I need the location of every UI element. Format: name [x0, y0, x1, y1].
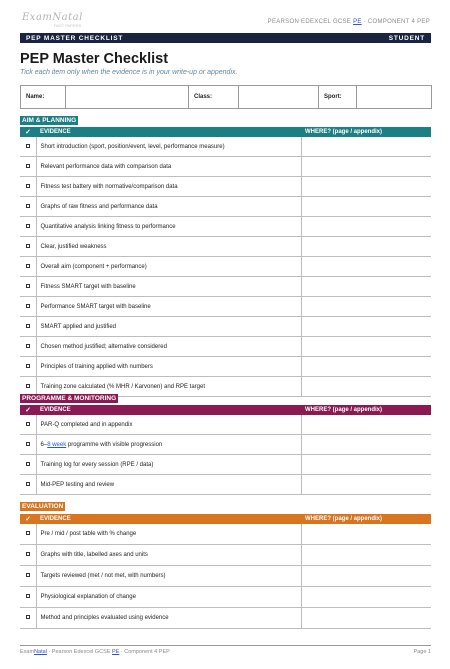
where-field[interactable] [301, 455, 431, 475]
evidence-text: Fitness test battery with normative/comparison data [36, 177, 301, 197]
where-column-header: WHERE? (page / appendix) [301, 127, 431, 137]
where-field[interactable] [301, 197, 431, 217]
evidence-column-header: EVIDENCE [36, 127, 301, 137]
evidence-text: Short introduction (sport, position/event, level, performance measure) [36, 137, 301, 157]
checkbox-icon[interactable] [26, 552, 30, 556]
checkbox-icon[interactable] [26, 531, 30, 535]
checkbox-cell[interactable] [20, 177, 36, 197]
where-field[interactable] [301, 217, 431, 237]
name-field[interactable] [66, 86, 189, 109]
checklist-row [20, 587, 431, 608]
checklist-row [20, 545, 431, 566]
where-field[interactable] [301, 587, 431, 608]
checklist-row [20, 277, 431, 297]
section-table-aim [20, 127, 431, 397]
evidence-text: Clear, justified weakness [36, 237, 301, 257]
checkbox-cell[interactable] [20, 137, 36, 157]
where-field[interactable] [301, 177, 431, 197]
checkbox-icon[interactable] [26, 615, 30, 619]
checkbox-cell[interactable] [20, 475, 36, 495]
evidence-column-header: EVIDENCE [36, 514, 301, 524]
evidence-text: PAR-Q completed and in appendix [36, 415, 301, 435]
checkbox-cell[interactable] [20, 357, 36, 377]
checkbox-cell[interactable] [20, 545, 36, 566]
checkbox-cell[interactable] [20, 337, 36, 357]
header-course-link: PE [353, 19, 362, 25]
checklist-row [20, 566, 431, 587]
page-footer [20, 649, 431, 655]
evidence-text: Principles of training applied with numbers [36, 357, 301, 377]
checkbox-icon[interactable] [26, 204, 30, 208]
checklist-row [20, 357, 431, 377]
checkbox-icon[interactable] [26, 364, 30, 368]
checkbox-cell[interactable] [20, 455, 36, 475]
where-field[interactable] [301, 545, 431, 566]
checkbox-icon[interactable] [26, 594, 30, 598]
class-field[interactable] [239, 86, 319, 109]
checkbox-cell[interactable] [20, 415, 36, 435]
where-field[interactable] [301, 435, 431, 455]
evidence-text: Training log for every session (RPE / data) [36, 455, 301, 475]
checkbox-icon[interactable] [26, 344, 30, 348]
evidence-text: Relevant performance data with comparison data [36, 157, 301, 177]
checklist-row [20, 608, 431, 629]
where-field[interactable] [301, 357, 431, 377]
tick-column-header: ✓ [20, 405, 36, 415]
checkbox-icon[interactable] [26, 164, 30, 168]
evidence-text: Training zone calculated (% MHR / Karvonen) and RPE target [36, 377, 301, 397]
footer-subject-link: PE [112, 649, 120, 655]
checklist-row [20, 317, 431, 337]
checkbox-icon[interactable] [26, 462, 30, 466]
checklist-row [20, 197, 431, 217]
where-field[interactable] [301, 377, 431, 397]
checkbox-cell[interactable] [20, 237, 36, 257]
where-field[interactable] [301, 608, 431, 629]
page-subtitle: Tick each item only when the evidence is in your write-up or appendix. [20, 69, 238, 76]
sport-label: Sport: [319, 86, 357, 109]
evidence-text: Performance SMART target with baseline [36, 297, 301, 317]
where-field[interactable] [301, 475, 431, 495]
checklist-row [20, 237, 431, 257]
title-bar-right: STUDENT [388, 34, 425, 42]
footer-course: · Pearson Edexcel GCSE [46, 649, 111, 655]
footer-brand-pre: Exam [20, 649, 35, 655]
where-field[interactable] [301, 137, 431, 157]
checkbox-cell[interactable] [20, 257, 36, 277]
where-field[interactable] [301, 337, 431, 357]
evidence-text: Physiological explanation of change [36, 587, 301, 608]
checkbox-cell[interactable] [20, 197, 36, 217]
section-table-programme [20, 405, 431, 495]
checkbox-icon[interactable] [26, 304, 30, 308]
page-title: PEP Master Checklist [20, 51, 169, 67]
checkbox-cell[interactable] [20, 587, 36, 608]
where-column-header: WHERE? (page / appendix) [301, 405, 431, 415]
section-label-programme: PROGRAMME & MONITORING [22, 395, 117, 402]
class-label: Class: [189, 86, 239, 109]
evidence-text: Overall aim (component + performance) [36, 257, 301, 277]
evidence-text-link: 8 week [47, 441, 67, 448]
checkbox-cell[interactable] [20, 566, 36, 587]
evidence-text [36, 435, 301, 455]
evidence-text: Graphs with title, labelled axes and units [36, 545, 301, 566]
where-field[interactable] [301, 257, 431, 277]
evidence-text: Pre / mid / post table with % change [36, 524, 301, 545]
title-bar [20, 33, 431, 43]
title-bar-left: PEP MASTER CHECKLIST [26, 34, 124, 42]
section-label-evaluation: EVALUATION [22, 503, 64, 510]
checkbox-icon[interactable] [26, 244, 30, 248]
name-label: Name: [21, 86, 66, 109]
footer-brand-link: Natal [34, 649, 47, 655]
checkbox-icon[interactable] [26, 144, 30, 148]
brand-logo-sub: PAST PAPERS [54, 23, 82, 28]
checklist-row [20, 297, 431, 317]
checkbox-cell[interactable] [20, 317, 36, 337]
checklist-row [20, 177, 431, 197]
tick-column-header: ✓ [20, 514, 36, 524]
evidence-text-part: 6– [40, 441, 48, 448]
student-info-table [20, 85, 432, 109]
checkbox-cell[interactable] [20, 524, 36, 545]
evidence-text: Method and principles evaluated using evidence [36, 608, 301, 629]
checkbox-cell[interactable] [20, 277, 36, 297]
evidence-text: Fitness SMART target with baseline [36, 277, 301, 297]
checkbox-icon[interactable] [26, 482, 30, 486]
header-course-label [268, 19, 430, 25]
checkbox-cell[interactable] [20, 435, 36, 455]
evidence-text: Chosen method justified; alternative considered [36, 337, 301, 357]
evidence-text: Mid-PEP testing and review [36, 475, 301, 495]
header-course-pre: PEARSON EDEXCEL GCSE [267, 19, 352, 25]
checklist-row [20, 157, 431, 177]
checkbox-icon[interactable] [26, 442, 30, 446]
sport-field[interactable] [357, 86, 432, 109]
where-field[interactable] [301, 297, 431, 317]
where-field[interactable] [301, 566, 431, 587]
checkbox-icon[interactable] [26, 384, 30, 388]
checklist-row [20, 257, 431, 277]
checkbox-icon[interactable] [26, 224, 30, 228]
checkbox-icon[interactable] [26, 264, 30, 268]
checkbox-cell[interactable] [20, 157, 36, 177]
where-field[interactable] [301, 524, 431, 545]
header-course-post: · COMPONENT 4 PEP [363, 19, 430, 25]
footer-left [20, 649, 170, 655]
section-table-evaluation [20, 514, 431, 629]
checkbox-cell[interactable] [20, 608, 36, 629]
evidence-text: Graphs of raw fitness and performance data [36, 197, 301, 217]
checkbox-icon[interactable] [26, 184, 30, 188]
where-field[interactable] [301, 415, 431, 435]
where-field[interactable] [301, 157, 431, 177]
evidence-text: Targets reviewed (met / not met, with numbers) [36, 566, 301, 587]
section-label-aim: AIM & PLANNING [22, 117, 77, 124]
checkbox-icon[interactable] [26, 284, 30, 288]
footer-divider [20, 645, 431, 646]
checkbox-icon[interactable] [26, 422, 30, 426]
brand-logo: ExamNatal [22, 12, 83, 23]
checklist-row [20, 435, 431, 455]
checklist-row [20, 217, 431, 237]
checkbox-icon[interactable] [26, 573, 30, 577]
evidence-text: SMART applied and justified [36, 317, 301, 337]
checklist-row [20, 415, 431, 435]
checklist-row [20, 137, 431, 157]
where-column-header: WHERE? (page / appendix) [301, 514, 431, 524]
where-field[interactable] [301, 277, 431, 297]
footer-component: · Component 4 PEP [119, 649, 170, 655]
checklist-row [20, 455, 431, 475]
checklist-row [20, 337, 431, 357]
checklist-row [20, 524, 431, 545]
tick-column-header: ✓ [20, 127, 36, 137]
checkbox-icon[interactable] [26, 324, 30, 328]
evidence-text: Quantitative analysis linking fitness to performance [36, 217, 301, 237]
evidence-text-part: programme with visible progression [66, 441, 163, 448]
checkbox-cell[interactable] [20, 217, 36, 237]
evidence-column-header: EVIDENCE [36, 405, 301, 415]
checkbox-cell[interactable] [20, 297, 36, 317]
footer-page-number: Page 1 [413, 649, 431, 655]
checklist-row [20, 475, 431, 495]
where-field[interactable] [301, 237, 431, 257]
where-field[interactable] [301, 317, 431, 337]
